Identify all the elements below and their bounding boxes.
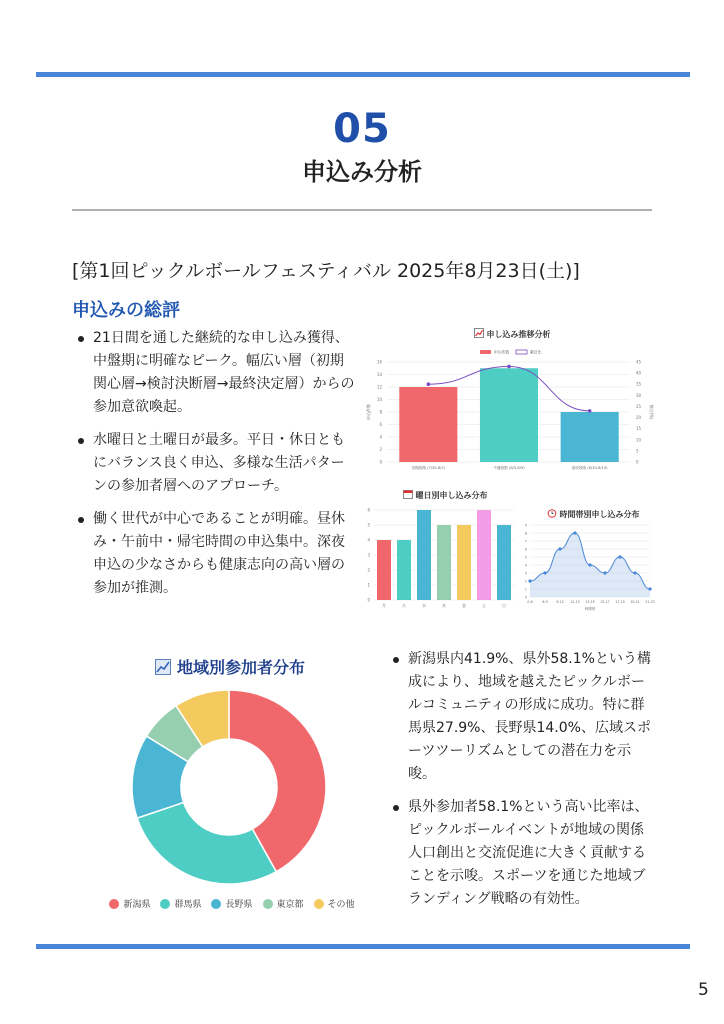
y-tick-label: 4 [367, 537, 370, 543]
legend-swatch-count [480, 350, 491, 354]
y-tick-label: 6 [367, 507, 370, 513]
region-legend [92, 897, 372, 910]
y-tick-label: 2 [524, 579, 527, 584]
weekday-bar [497, 525, 511, 600]
x-tick-label: 水 [422, 603, 426, 608]
y-tick-label: 2 [367, 567, 370, 573]
x-tick-label: 金 [462, 603, 466, 608]
x-tick-label: 6-9 [542, 600, 548, 604]
trend-ratio-point [507, 365, 511, 369]
alarm-clock-icon [547, 508, 557, 518]
y-tick-label: 8 [379, 409, 382, 415]
region-chart-title [95, 655, 365, 678]
y-tick-label: 3 [524, 571, 527, 576]
hourly-point [603, 571, 606, 574]
weekday-bar [457, 525, 471, 600]
trend-chart [362, 344, 656, 476]
x-axis-label: 時間帯 [584, 607, 596, 611]
y2-tick-label: 20 [636, 415, 642, 421]
hourly-point [618, 555, 621, 558]
trend-bar [480, 368, 538, 462]
legend-swatch-ratio [516, 350, 527, 354]
x-tick-label: 17-19 [615, 600, 625, 604]
legend-label: 申込件数 [494, 349, 510, 355]
trend-chart-title [372, 328, 652, 340]
legend-swatch [314, 899, 324, 909]
y-tick-label: 5 [367, 522, 370, 528]
page-number: 5 [698, 980, 709, 1000]
legend-swatch [263, 899, 273, 909]
legend-item [160, 897, 201, 910]
x-tick-label: 9-12 [556, 600, 564, 604]
x-tick-label: 月 [382, 603, 386, 608]
region-bullets [390, 648, 652, 921]
header-divider [72, 209, 652, 211]
region-slice [137, 802, 276, 884]
legend-swatch [160, 899, 170, 909]
legend-label: 長野県 [225, 900, 253, 910]
y-tick-label: 4 [524, 563, 527, 568]
legend-swatch [109, 899, 119, 909]
region-donut-chart [130, 688, 328, 886]
section-number: 05 [333, 106, 391, 152]
legend-label: 東京都 [276, 900, 304, 910]
x-tick-label: 最終段階 (8/10-8/19) [571, 466, 608, 470]
y-tick-label: 1 [367, 582, 370, 588]
y2-tick-label: 35 [636, 381, 642, 387]
legend-item [109, 897, 150, 910]
trend-title-text: 申し込み推移分析 [486, 330, 551, 339]
y2-tick-label: 45 [636, 359, 642, 365]
y2-tick-label: 5 [636, 448, 639, 454]
y2-axis-label: 割合(%) [649, 404, 654, 420]
weekday-bar [377, 540, 391, 600]
x-tick-label: 13-15 [585, 600, 595, 604]
legend-item [314, 897, 355, 910]
y-tick-label: 7 [524, 539, 527, 544]
trend-bar [561, 412, 619, 462]
x-tick-label: 21-23 [645, 600, 655, 604]
legend-item [263, 897, 304, 910]
summary-bullet: 働く世代が中心であることが明確。昼休み・午前中・帰宅時間の申込集中。深夜申込の少なさからも健康志向の高い層の参加が推測。 [75, 508, 355, 600]
weekday-title-text: 曜日別申し込み分布 [415, 491, 488, 500]
section-title: 申込み分析 [302, 158, 422, 186]
y2-tick-label: 30 [636, 392, 642, 398]
y-tick-label: 9 [524, 523, 527, 528]
x-tick-label: 15-17 [600, 600, 610, 604]
weekday-chart [364, 504, 520, 612]
y-tick-label: 16 [376, 359, 382, 365]
x-tick-label: 初期段階 (7/30-8/2) [411, 466, 446, 470]
x-tick-label: 19-21 [630, 600, 640, 604]
summary-heading: 申込みの総評 [72, 300, 180, 321]
hourly-chart [520, 521, 656, 613]
y-tick-label: 14 [376, 372, 382, 377]
y2-tick-label: 15 [636, 426, 642, 432]
hourly-point [528, 579, 531, 582]
y-tick-label: 10 [376, 397, 382, 402]
x-tick-label: 土 [482, 603, 486, 608]
trend-ratio-point [588, 409, 592, 413]
y-tick-label: 6 [379, 422, 382, 427]
hourly-point [588, 563, 591, 566]
hourly-point [558, 547, 561, 550]
weekday-bar [477, 510, 491, 600]
y-tick-label: 0 [379, 459, 382, 465]
y2-tick-label: 40 [636, 370, 642, 376]
region-bullet: 県外参加者58.1%という高い比率は、ピックルボールイベントが地域の関係人口創出と交流促進に大きく貢献することを示唆。スポーツを通じた地域ブランディング戦略の有効性。 [390, 796, 652, 911]
region-title-text: 地域別参加者分布 [176, 658, 305, 677]
trend-ratio-point [427, 382, 431, 386]
hourly-point [633, 571, 636, 574]
bottom-rule [36, 944, 690, 949]
y-tick-label: 3 [367, 552, 370, 558]
x-tick-label: 0-6 [527, 600, 533, 604]
region-bullet: 新潟県内41.9%、県外58.1%という構成により、地域を越えたピックルボールコミュニティの形成に成功。特に群馬県27.9%、長野県14.0%、広域スポーツツーリズムとしての潜在力を示唆。 [390, 648, 652, 786]
hourly-point [573, 531, 576, 534]
y-tick-label: 2 [379, 447, 382, 452]
hourly-title-text: 時間帯別申し込み分布 [559, 510, 640, 519]
x-tick-label: 日 [502, 603, 506, 608]
weekday-bar [437, 525, 451, 600]
y-tick-label: 0 [367, 597, 370, 603]
y2-tick-label: 25 [636, 403, 642, 409]
legend-swatch [211, 899, 221, 909]
y-tick-label: 5 [524, 555, 527, 560]
x-tick-label: 火 [402, 603, 406, 608]
map-icon [155, 659, 171, 675]
x-tick-label: 12-13 [570, 600, 580, 604]
event-title: [第1回ピックルボールフェスティバル 2025年8月23日(土)] [72, 260, 580, 282]
legend-item [211, 897, 252, 910]
legend-label: その他 [327, 900, 355, 910]
chart-icon [474, 328, 484, 338]
hourly-point [543, 571, 546, 574]
weekday-bar [397, 540, 411, 600]
y-tick-label: 6 [524, 547, 527, 552]
hourly-chart-title [528, 508, 658, 520]
y-tick-label: 0 [524, 595, 527, 600]
summary-bullet: 水曜日と土曜日が最多。平日・休日ともにバランス良く申込、多様な生活パターンの参加者層へのアプローチ。 [75, 429, 355, 498]
y-tick-label: 4 [379, 434, 382, 440]
y2-tick-label: 10 [636, 437, 642, 443]
x-tick-label: 中盤段階 (8/3-8/9) [493, 466, 525, 470]
y-tick-label: 12 [376, 384, 382, 390]
y2-tick-label: 0 [636, 459, 639, 465]
calendar-icon [403, 489, 413, 499]
y-axis-label: 申込件数 [366, 404, 371, 420]
trend-bar [399, 387, 457, 462]
summary-bullets [75, 327, 355, 610]
summary-bullet: 21日間を通した継続的な申し込み獲得、中盤期に明確なピーク。幅広い層（初期関心層→検討決断層→最終決定層）からの参加意欲喚起。 [75, 327, 355, 419]
legend-label: 群馬県 [174, 900, 202, 910]
x-tick-label: 木 [442, 603, 446, 608]
weekday-chart-title [366, 489, 524, 501]
legend-label: 累計比 [530, 349, 542, 355]
y-tick-label: 8 [524, 531, 527, 536]
weekday-bar [417, 510, 431, 600]
top-rule [36, 72, 690, 77]
y-tick-label: 1 [524, 587, 527, 592]
legend-label: 新潟県 [123, 900, 151, 910]
hourly-point [648, 587, 651, 590]
